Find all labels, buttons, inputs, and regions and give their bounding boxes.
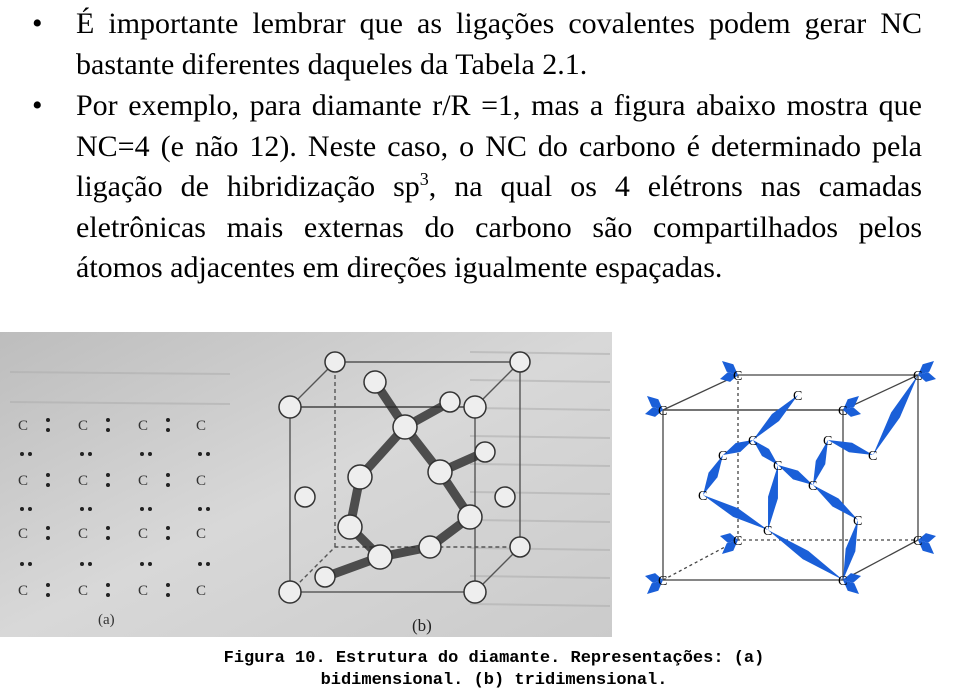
- bullet-text-1: É importante lembrar que as ligações covalentes podem gerar NC bastante diferentes daqueles da Tabela 2.1.: [76, 7, 922, 81]
- svg-text:C: C: [196, 583, 207, 599]
- bond-wedge: [813, 485, 858, 520]
- svg-text:C: C: [18, 526, 29, 542]
- bond-wedge: [768, 530, 843, 580]
- scanned-figure-drawing: [0, 332, 612, 637]
- atom-symbol: C: [913, 534, 923, 549]
- svg-text:C: C: [18, 473, 29, 489]
- svg-text:C: C: [196, 418, 207, 434]
- bullet-text-2-part1: Por exemplo, para diamante r/R =1, mas a figura abaixo mostra que NC=4 (e não 12). Neste caso, o NC do carbono é determinado pela ligação de hibridização sp: [76, 89, 922, 204]
- superscript-3: 3: [419, 169, 429, 190]
- atom-symbol: C: [698, 489, 708, 504]
- bond-wedge: [828, 440, 873, 455]
- svg-text:C: C: [138, 526, 149, 542]
- atom-symbol: C: [733, 534, 743, 549]
- svg-text:C: C: [78, 583, 89, 599]
- svg-text:C: C: [18, 583, 29, 599]
- bond-wedge: [703, 495, 768, 530]
- figure-caption: Figura 10. Estrutura do diamante. Representações: (a) bidimensional. (b) tridimensional.: [223, 649, 765, 690]
- bullet-text-2: [76, 86, 922, 289]
- atom-symbol: C: [748, 434, 758, 449]
- atom-symbol: C: [658, 574, 668, 589]
- atom-symbol: C: [733, 369, 743, 384]
- scanned-figure: [0, 332, 612, 637]
- atom-symbol: C: [773, 459, 783, 474]
- svg-text:C: C: [18, 418, 29, 434]
- bullet-marker-2: •: [32, 89, 43, 122]
- bullet-text-2-part2: , na qual os 4 elétrons nas camadas eletrônicas mais externas do carbono são compartilhados pelos átomos adjacentes em direções igualmente espaçadas.: [76, 170, 922, 285]
- atom-symbol: C: [853, 514, 863, 529]
- atom-symbol: C: [913, 369, 923, 384]
- figure-label-b: (b): [412, 616, 432, 635]
- atom-symbol: C: [658, 404, 668, 419]
- svg-text:C: C: [78, 418, 89, 434]
- atom-symbol: C: [763, 524, 773, 539]
- atom-symbol: C: [823, 434, 833, 449]
- svg-text:C: C: [138, 583, 149, 599]
- bond-wedge: [753, 395, 798, 440]
- svg-text:C: C: [78, 526, 89, 542]
- svg-text:C: C: [196, 526, 207, 542]
- bond-wedge: [843, 520, 858, 580]
- bond-wedge: [768, 465, 778, 530]
- bond-wedge: [873, 375, 918, 455]
- atom-symbol: C: [868, 449, 878, 464]
- svg-text:C: C: [78, 473, 89, 489]
- atom-symbol: C: [793, 389, 803, 404]
- atom-symbol: C: [808, 479, 818, 494]
- figure-label-a: (a): [98, 612, 115, 628]
- svg-text:C: C: [138, 418, 149, 434]
- atom-symbol: C: [838, 404, 848, 419]
- svg-text:C: C: [196, 473, 207, 489]
- blue-diamond-drawing: [628, 345, 960, 615]
- atom-symbol: C: [718, 449, 728, 464]
- atom-symbol: C: [838, 574, 848, 589]
- svg-text:C: C: [138, 473, 149, 489]
- bullet-marker-1: •: [32, 7, 43, 40]
- blue-diamond-figure: [628, 345, 960, 615]
